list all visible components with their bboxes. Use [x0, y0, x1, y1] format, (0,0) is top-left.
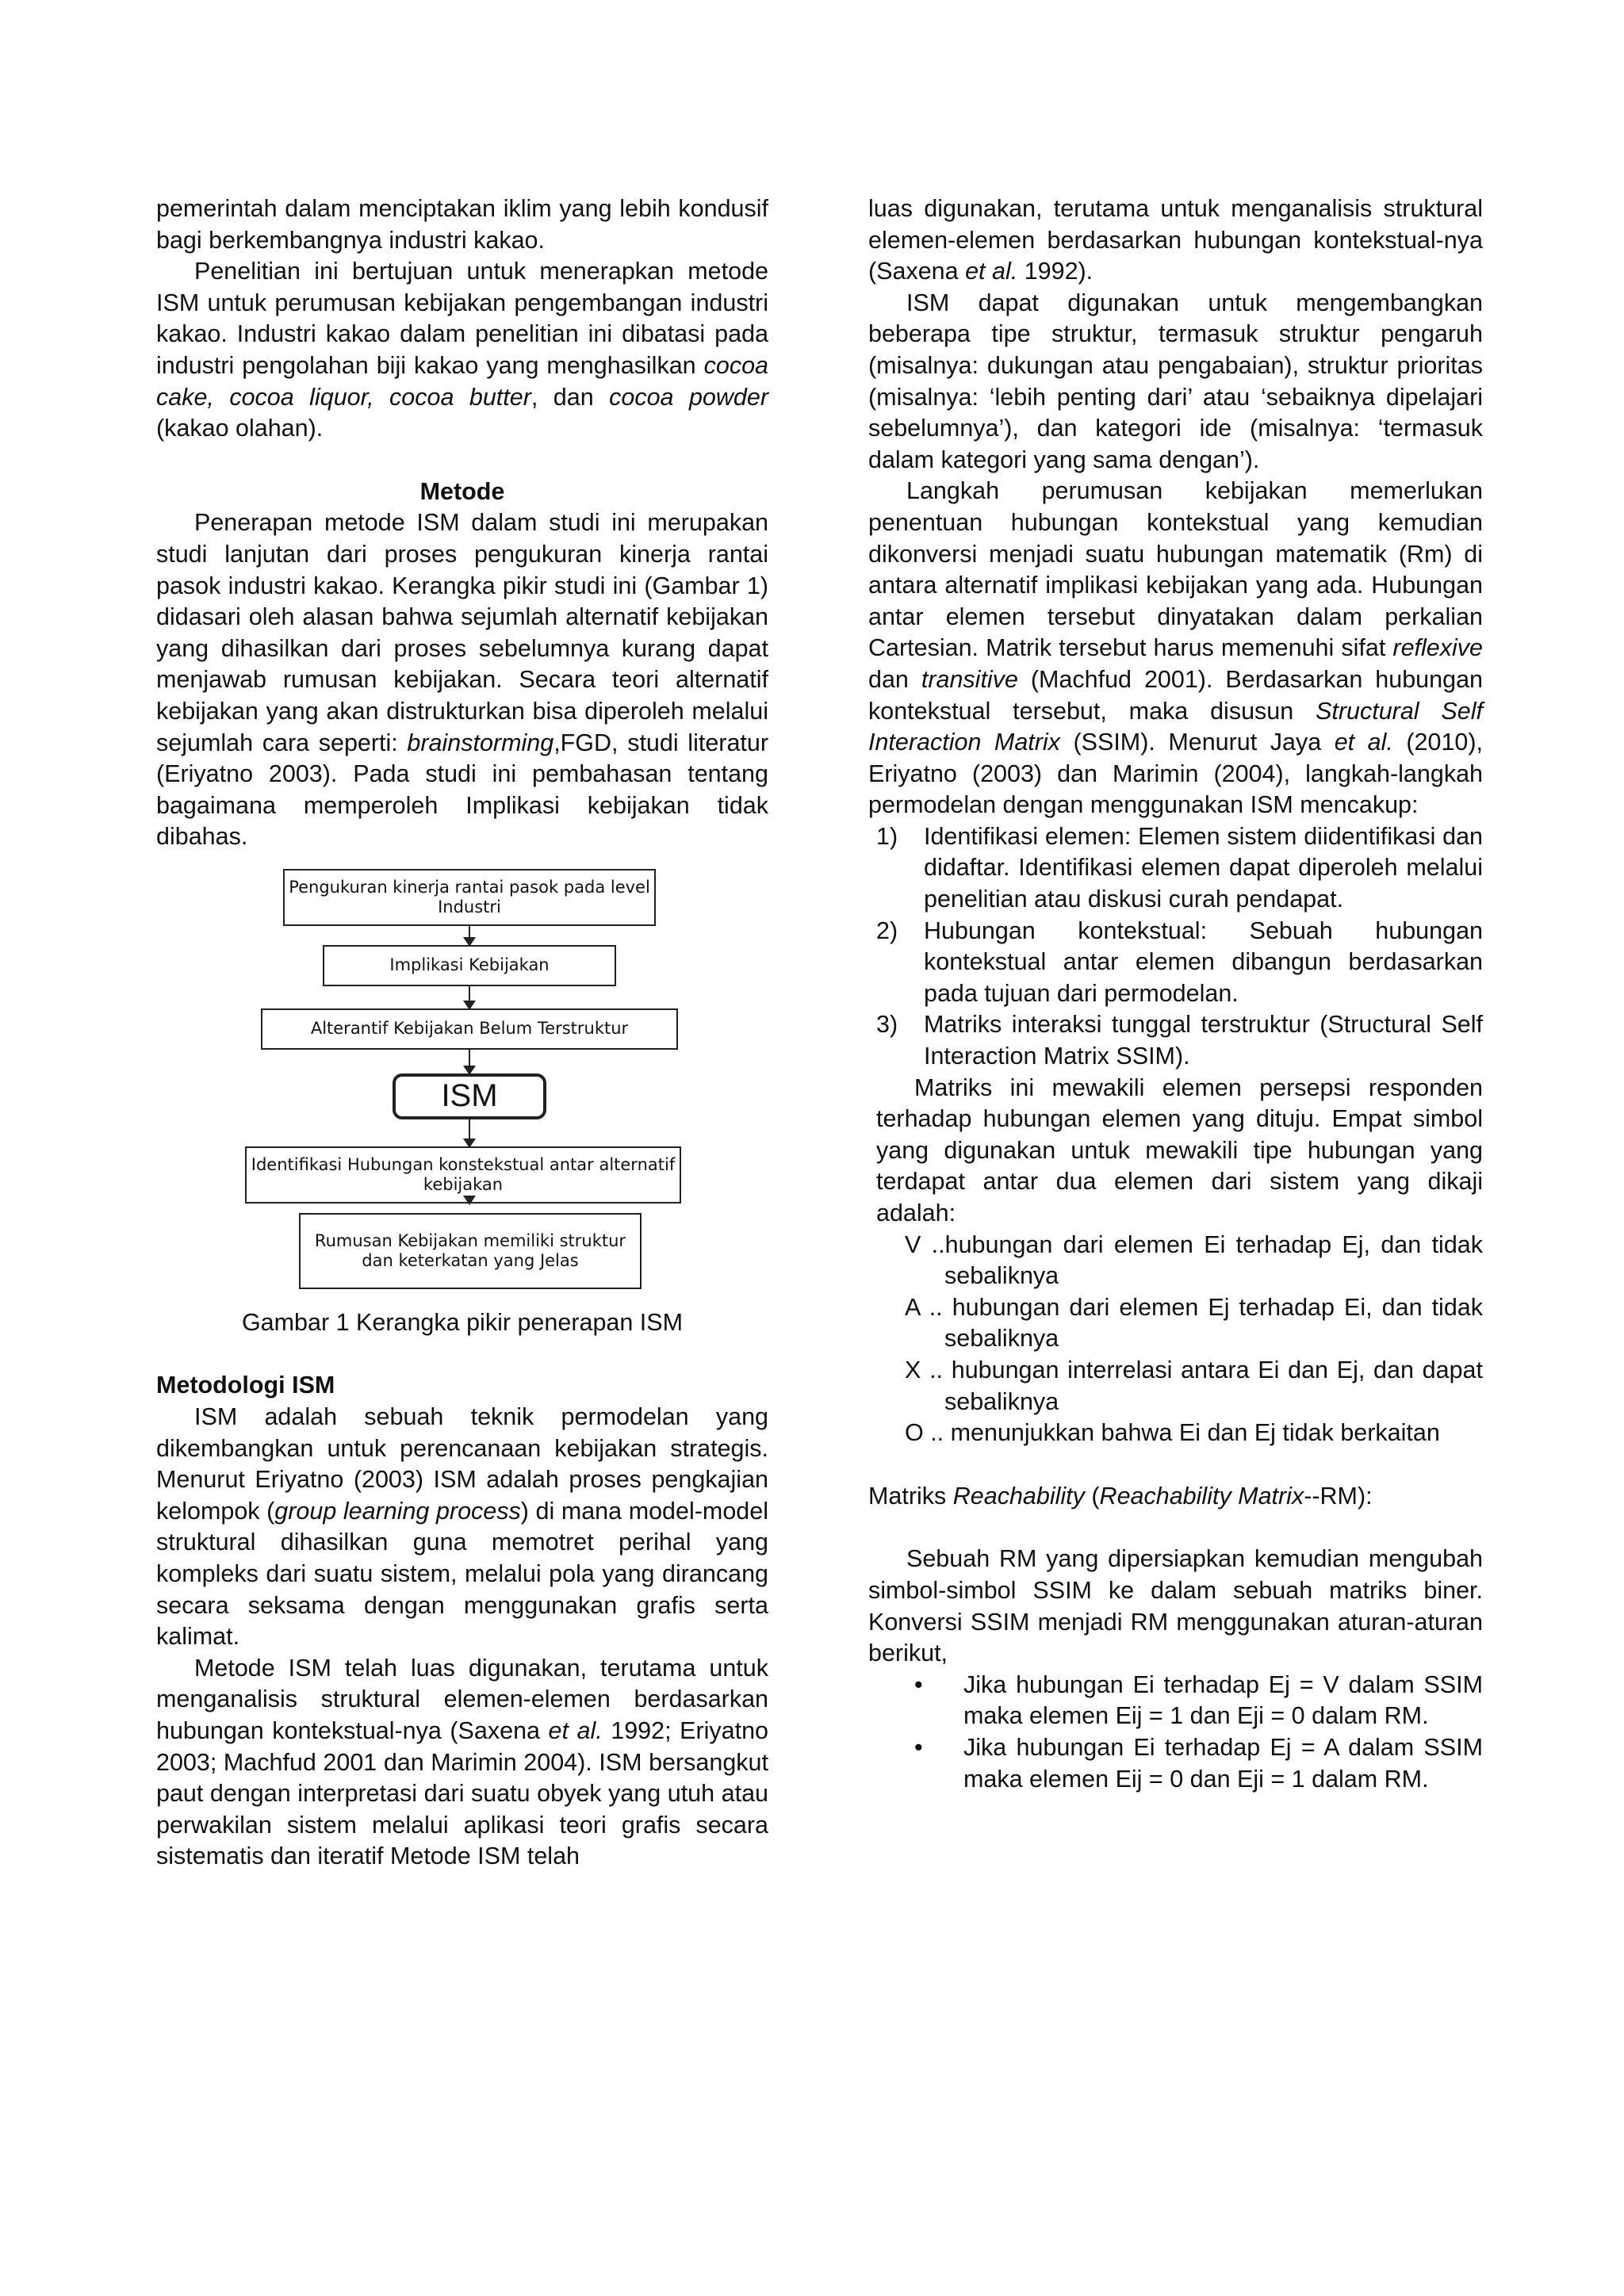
section-heading: Metode	[419, 477, 505, 505]
symbol-item: V ..hubungan dari elemen Ei terhadap Ej, dan tidak sebaliknya	[905, 1230, 1483, 1290]
paragraph: pemerintah dalam menciptakan iklim yang lebih kondusif bagi berkembangnya industri kakao.	[156, 195, 768, 254]
diagram-box: Identifikasi Hubungan konstekstual antar alternatif kebijakan	[245, 1146, 681, 1203]
paragraph: Matriks ini mewakili elemen persepsi responden terhadap hubungan elemen yang dituju. Empat simbol yang digunakan untuk mewakili tipe hubungan yang terdapat antar dua elemen dari sistem yang dikaji adalah:	[876, 1073, 1483, 1226]
paragraph: Penelitian ini bertujuan untuk menerapkan metode ISM untuk perumusan kebijakan pengembangan industri kakao. Industri kakao dalam penelitian ini dibatasi pada industri pengolahan biji kakao yang menghasilkan cocoa cake, cocoa liquor, cocoa butter, dan cocoa powder (kakao olahan).	[156, 258, 768, 442]
diagram-arrow	[469, 986, 470, 1008]
diagram-box: Implikasi Kebijakan	[323, 945, 616, 986]
paragraph: Langkah perumusan kebijakan memerlukan penentuan hubungan kontekstual yang kemudian dikonversi menjadi suatu hubungan matematik (Rm) di antara alternatif implikasi kebijakan yang ada. Hubungan antar elemen tersebut dinyatakan dalam perkalian Cartesian. Matrik tersebut harus memenuhi sifat reflexive dan transitive (Machfud 2001). Berdasarkan hubungan kontekstual tersebut, maka disusun Structural Self Interaction Matrix (SSIM). Menurut Jaya et al. (2010), Eriyatno (2003) dan Marimin (2004), langkah-langkah permodelan dengan menggunakan ISM mencakup:	[868, 477, 1484, 819]
symbol-item: X .. hubungan interrelasi antara Ei dan Ej, dan dapat sebaliknya	[905, 1356, 1483, 1415]
paragraph: luas digunakan, terutama untuk menganalisis struktural elemen-elemen berdasarkan hubungan kontekstual-nya (Saxena et al. 1992).	[868, 195, 1483, 285]
diagram-box-ism: ISM	[393, 1073, 546, 1119]
symbol-item: A .. hubungan dari elemen Ej terhadap Ei, dan tidak sebaliknya	[905, 1293, 1483, 1353]
list-item: 3) Matriks interaksi tunggal terstruktur (Structural Self Interaction Matrix SSIM).	[876, 1011, 1483, 1070]
bullet-item: • Jika hubungan Ei terhadap Ej = A dalam SSIM maka elemen Eij = 0 dan Eji = 1 dalam RM.	[868, 1732, 1483, 1795]
paragraph: ISM adalah sebuah teknik permodelan yang dikembangkan untuk perencanaan kebijakan strategis. Menurut Eriyatno (2003) ISM adalah proses pengkajian kelompok (group learning process) di mana model-model struktural dihasilkan guna memotret perihal yang kompleks dari suatu sistem, melalui pola yang dirancang secara seksama dengan menggunakan grafis serta kalimat.	[156, 1403, 768, 1651]
paragraph: Metode ISM telah luas digunakan, terutama untuk menganalisis struktural elemen-elemen berdasarkan hubungan kontekstual-nya (Saxena et al. 1992; Eriyatno 2003; Machfud 2001 dan Marimin 2004). ISM bersangkut paut dengan interpretasi dari suatu obyek yang utuh atau perwakilan sistem melalui aplikasi teori grafis secara sistematis dan iteratif Metode ISM telah	[156, 1654, 768, 1870]
subheading: Matriks Reachability (Reachability Matrix--RM):	[868, 1482, 1373, 1510]
right-column	[868, 193, 1483, 1795]
paragraph: Sebuah RM yang dipersiapkan kemudian mengubah simbol-simbol SSIM ke dalam sebuah matriks biner. Konversi SSIM menjadi RM menggunakan aturan-aturan berikut,	[868, 1545, 1483, 1667]
figure-caption: Gambar 1 Kerangka pikir penerapan ISM	[241, 1308, 684, 1336]
diagram-arrow	[469, 1050, 470, 1073]
paragraph: Penerapan metode ISM dalam studi ini merupakan studi lanjutan dari proses pengukuran kinerja rantai pasok industri kakao. Kerangka pikir studi ini (Gambar 1) didasari oleh alasan bahwa sejumlah alternatif kebijakan yang dihasilkan dari proses sebelumnya kurang dapat menjawab rumusan kebijakan. Secara teori alternatif kebijakan yang akan distrukturkan bisa diperoleh melalui sejumlah cara seperti: brainstorming,FGD, studi literatur (Eriyatno 2003). Pada studi ini pembahasan tentang bagaimana memperoleh Implikasi kebijakan tidak dibahas.	[156, 509, 768, 851]
paragraph: ISM dapat digunakan untuk mengembangkan beberapa tipe struktur, termasuk struktur pengaruh (misalnya: dukungan atau pengabaian), struktur prioritas (misalnya: ‘lebih penting dari’ atau ‘sebaiknya dipelajari sebelumnya’), dan kategori ide (misalnya: ‘termasuk dalam kategori yang sama dengan’).	[868, 289, 1483, 473]
diagram-arrow	[469, 926, 470, 945]
list-item: 1) Identifikasi elemen: Elemen sistem diidentifikasi dan didaftar. Identifikasi elemen dapat diperoleh melalui penelitian atau diskusi curah pendapat.	[876, 822, 1483, 913]
bullet-icon: •	[914, 1670, 923, 1698]
symbol-item: O .. menunjukkan bahwa Ei dan Ej tidak berkaitan	[905, 1419, 1440, 1447]
diagram-box: Pengukuran kinerja rantai pasok pada level Industri	[283, 869, 656, 926]
diagram-arrow	[469, 1119, 470, 1146]
diagram-box: Rumusan Kebijakan memiliki struktur dan keterkatan yang Jelas	[299, 1213, 642, 1289]
diagram-box: Alterantif Kebijakan Belum Terstruktur	[261, 1008, 678, 1050]
bullet-icon: •	[914, 1733, 923, 1761]
section-heading: Metodologi ISM	[156, 1372, 335, 1399]
bullet-item: • Jika hubungan Ei terhadap Ej = V dalam SSIM maka elemen Eij = 1 dan Eji = 0 dalam RM.	[868, 1670, 1483, 1732]
list-item: 2) Hubungan kontekstual: Sebuah hubungan kontekstual antar elemen dibangun berdasarkan pada tujuan dari permodelan.	[876, 916, 1483, 1007]
framework-diagram	[156, 869, 768, 1309]
left-column	[156, 193, 768, 1873]
